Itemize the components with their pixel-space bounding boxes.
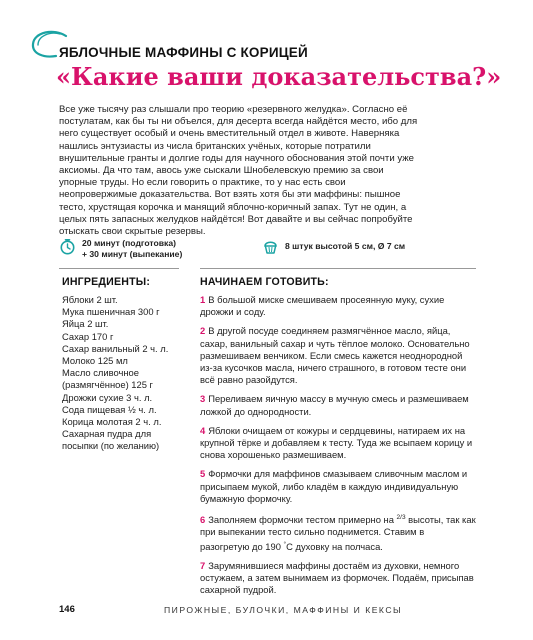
ingredient-item: Молоко 125 мл [62, 355, 128, 367]
section-footer: ПИРОЖНЫЕ, БУЛОЧКИ, МАФФИНЫ И КЕКСЫ [164, 605, 403, 615]
yield-info [262, 238, 405, 255]
page-title: «Какие ваши доказательства?» [56, 62, 502, 91]
step-item [200, 512, 476, 553]
step-number: 1 [200, 294, 206, 305]
ingredient-item: Сода пищевая ½ ч. л. [62, 403, 157, 415]
step-number: 4 [200, 424, 206, 436]
step-number: 2 [200, 325, 206, 337]
page-number: 146 [59, 604, 75, 615]
fraction: 2/3 [396, 514, 406, 522]
ingredient-item: Сахар ванильный 2 ч. л. [62, 342, 169, 354]
step-item [200, 294, 476, 318]
ingredient-item: Дрожжи сухие 3 ч. л. [62, 391, 153, 403]
step-text: С духовку на полчаса. [286, 540, 383, 552]
steps-list [200, 294, 476, 604]
muffin-icon [262, 238, 279, 255]
ingredient-item: Корица молотая 2 ч. л. [62, 416, 162, 428]
yield-text: 8 штук высотой 5 см, Ø 7 см [285, 241, 406, 251]
step-text: Формочки для маффинов смазываем сливочным маслом и присыпаем мукой, либо кладём в каждую индивидуальную бумажную формочку. [200, 468, 468, 504]
ingredient-item: Сахарная пудра для посыпки (по желанию) [62, 428, 160, 452]
ingredients-heading: ИНГРЕДИЕНТЫ: [62, 276, 151, 288]
ingredient-item: Мука пшеничная 300 г [62, 306, 160, 318]
step-number: 6 [200, 514, 206, 526]
step-item [200, 468, 476, 505]
recipe-kicker: ЯБЛОЧНЫЕ МАФФИНЫ С КОРИЦЕЙ [59, 45, 308, 60]
bake-time: + 30 минут (выпекание) [82, 249, 183, 259]
step-text: В большой миске смешиваем просеянную муку, сухие дрожжи и соду. [200, 294, 445, 318]
step-text: высоты, так как при выпекании тесто сильно поднимется. Ставим в разогретую до 190 [200, 514, 476, 552]
timer-icon [59, 238, 76, 255]
step-item [200, 393, 476, 417]
ingredient-item: Яблоки 2 шт. [62, 294, 118, 305]
ingredient-item: Сахар 170 г [62, 330, 114, 342]
step-number: 5 [200, 468, 206, 480]
ingredients-divider [59, 268, 179, 269]
step-text: Заполняем формочки тестом примерно на [208, 514, 397, 526]
step-text: Зарумянившиеся маффины достаём из духовки, немного остужаем, а затем вынимаем из формочек. Подаём, присыпав сахарной пудрой. [200, 559, 474, 596]
step-text: Переливаем яичную массу в мучную смесь и размешиваем ложкой до однородности. [200, 393, 469, 417]
degree-sign: ° [283, 540, 287, 548]
steps-heading: НАЧИНАЕМ ГОТОВИТЬ: [200, 276, 329, 288]
ingredient-item: Яйца 2 шт. [62, 318, 109, 330]
step-text: Яблоки очищаем от кожуры и сердцевины, натираем их на крупной тёрке и добавляем к тесту. Туда же всыпаем корицу и снова хорошенько размешиваем. [200, 424, 473, 461]
ingredient-item: Масло сливочное (размягчённое) 125 г [62, 367, 153, 391]
step-text: В другой посуде соединяем размягчённое масло, яйца, сахар, ванильный сахар и чуть тёплое молоко. Основательно размешиваем венчиком. Если смесь кажется неоднородной из-за кусочков масла, ничего страшного, в готовом тесте они всё равно разойдутся. [200, 325, 470, 386]
step-number: 3 [200, 393, 206, 405]
step-item [200, 560, 476, 597]
prep-time: 20 минут (подготовка) [82, 238, 176, 248]
intro-text: Все уже тысячу раз слышали про теорию «резервного желудка». Согласно её постулатам, как бы ты ни объелся, для десерта всегда найдётся место, ибо для него существует особый и очень вместительный отдел в животе. Наверняка нашлись энтузиасты из числа британских учёных, которые потратили внушительные гранты и долгие годы для научного обоснования этой почти уже аксиомы. Да что там, авось уже сыскали Шнобелевскую премию за свои упорные труды. Но если говорить о практике, то у нас есть свои неопровержимые доказательства. Вот взять хотя бы эти маффины: пышное тесто, хрустящая корочка и манящий яблочно-коричный запах. Тут не один, а целых пять запасных желудков найдётся! Вот давайте и вы сейчас попробуйте отыскать свои скрытые резервы. [59, 104, 418, 238]
step-number: 7 [200, 559, 206, 571]
time-info [59, 238, 182, 260]
ingredients-list [62, 294, 180, 453]
steps-divider [200, 268, 476, 269]
step-item [200, 325, 476, 386]
step-item [200, 425, 476, 462]
